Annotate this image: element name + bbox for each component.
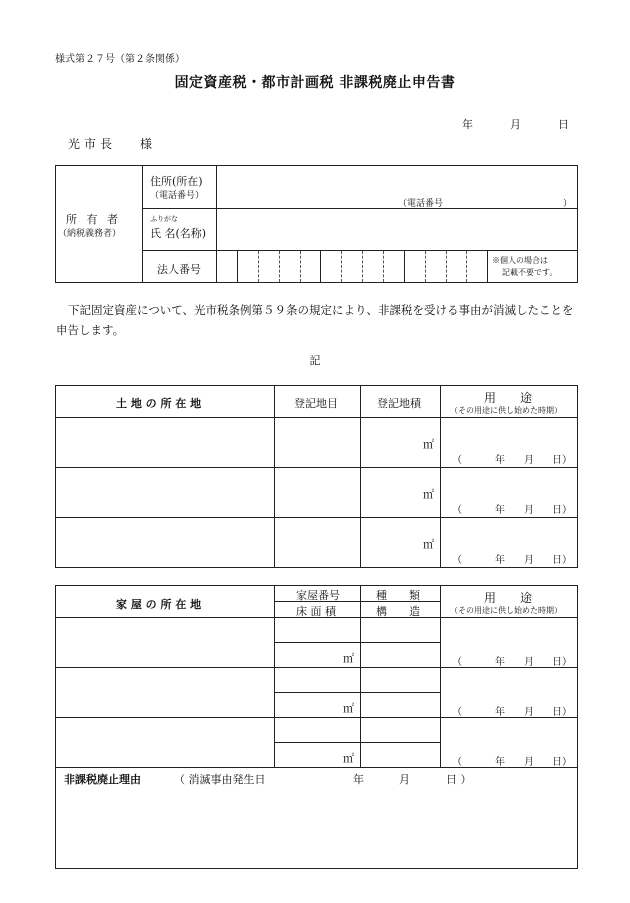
land-area-header: 登記地積	[377, 397, 421, 410]
house-location-header: 家 屋 の 所 在 地	[116, 598, 202, 611]
house-location-field[interactable]	[56, 618, 274, 667]
reason-month: 月	[399, 773, 410, 786]
house-paren-open: （	[452, 657, 462, 668]
land-location-field[interactable]	[56, 518, 274, 567]
date-month-label: 月	[510, 118, 521, 131]
land-use-header: 用 途	[484, 391, 533, 405]
land-year: 年	[495, 455, 505, 466]
house-floor-header: 床 面 積	[296, 605, 336, 618]
land-area-unit: ㎡	[423, 438, 434, 451]
land-day: 日）	[552, 455, 572, 466]
house-area-unit: ㎡	[343, 752, 354, 765]
house-kind-header: 種 類	[376, 589, 420, 602]
land-area-unit: ㎡	[423, 538, 434, 551]
house-area-unit: ㎡	[343, 652, 354, 665]
land-use-subheader: （その用途に供し始めた時期）	[450, 406, 562, 415]
house-number-header: 家屋番号	[296, 589, 340, 602]
addressee-name: 光市長	[68, 137, 117, 151]
owner-group-label: 所 有 者	[66, 213, 121, 226]
address-label: 住所(所在)	[150, 175, 203, 188]
land-paren-open: （	[452, 555, 462, 566]
land-category-header: 登記地目	[294, 397, 338, 410]
phone-close: ）	[563, 199, 573, 209]
land-month: 月	[524, 455, 534, 466]
house-area-unit: ㎡	[343, 702, 354, 715]
land-location-field[interactable]	[56, 418, 274, 467]
reason-year: 年	[353, 773, 364, 786]
land-month: 月	[524, 505, 534, 516]
house-month: 月	[524, 757, 534, 768]
land-month: 月	[524, 555, 534, 566]
addressee-honorific: 様	[140, 137, 153, 151]
date-year-label: 年	[462, 118, 473, 131]
reason-label: 非課税廃止理由	[64, 773, 141, 786]
reason-occurrence-label: （ 消滅事由発生日	[174, 773, 266, 786]
owner-group-sub: （納税義務者）	[58, 229, 122, 239]
corporate-note-line1: ※個人の場合は	[492, 256, 548, 265]
house-year: 年	[495, 707, 505, 718]
land-paren-open: （	[452, 505, 462, 516]
form-number: 様式第２７号（第２条関係）	[55, 54, 185, 65]
reason-day: 日 ）	[446, 773, 472, 786]
land-location-field[interactable]	[56, 468, 274, 517]
house-location-field[interactable]	[56, 718, 274, 767]
reason-text-field[interactable]	[57, 788, 575, 866]
house-location-field[interactable]	[56, 668, 274, 717]
land-paren-open: （	[452, 455, 462, 466]
corporate-number-field[interactable]	[217, 251, 487, 282]
house-paren-open: （	[452, 757, 462, 768]
house-year: 年	[495, 657, 505, 668]
house-structure-header: 構 造	[376, 605, 420, 618]
house-day: 日）	[552, 707, 572, 718]
house-use-subheader: （その用途に供し始めた時期）	[450, 606, 562, 615]
land-day: 日）	[552, 555, 572, 566]
land-location-header: 土 地 の 所 在 地	[116, 397, 202, 410]
house-month: 月	[524, 707, 534, 718]
statement-text: 下記固定資産について、光市税条例第５９条の規定により、非課税を受ける事由が消滅したことを申告します。	[56, 303, 574, 337]
date-day-label: 日	[558, 118, 569, 131]
land-area-unit: ㎡	[423, 488, 434, 501]
house-day: 日）	[552, 757, 572, 768]
house-paren-open: （	[452, 707, 462, 718]
furigana-label: ふりがな	[150, 215, 178, 223]
house-day: 日）	[552, 657, 572, 668]
ki-label: 記	[309, 354, 321, 367]
name-label: 氏 名(名称)	[150, 227, 207, 240]
name-field[interactable]	[217, 209, 577, 250]
address-sub-label: （電話番号）	[150, 191, 205, 201]
land-year: 年	[495, 555, 505, 566]
corporate-number-label: 法人番号	[157, 263, 201, 276]
house-use-header: 用 途	[484, 591, 533, 605]
land-day: 日）	[552, 505, 572, 516]
house-year: 年	[495, 757, 505, 768]
phone-label: （電話番号	[398, 199, 444, 209]
house-month: 月	[524, 657, 534, 668]
address-field[interactable]	[217, 166, 577, 208]
page-title: 固定資産税・都市計画税 非課税廃止申告書	[174, 75, 456, 91]
land-year: 年	[495, 505, 505, 516]
corporate-note-line2: 記載不要です。	[502, 268, 558, 277]
